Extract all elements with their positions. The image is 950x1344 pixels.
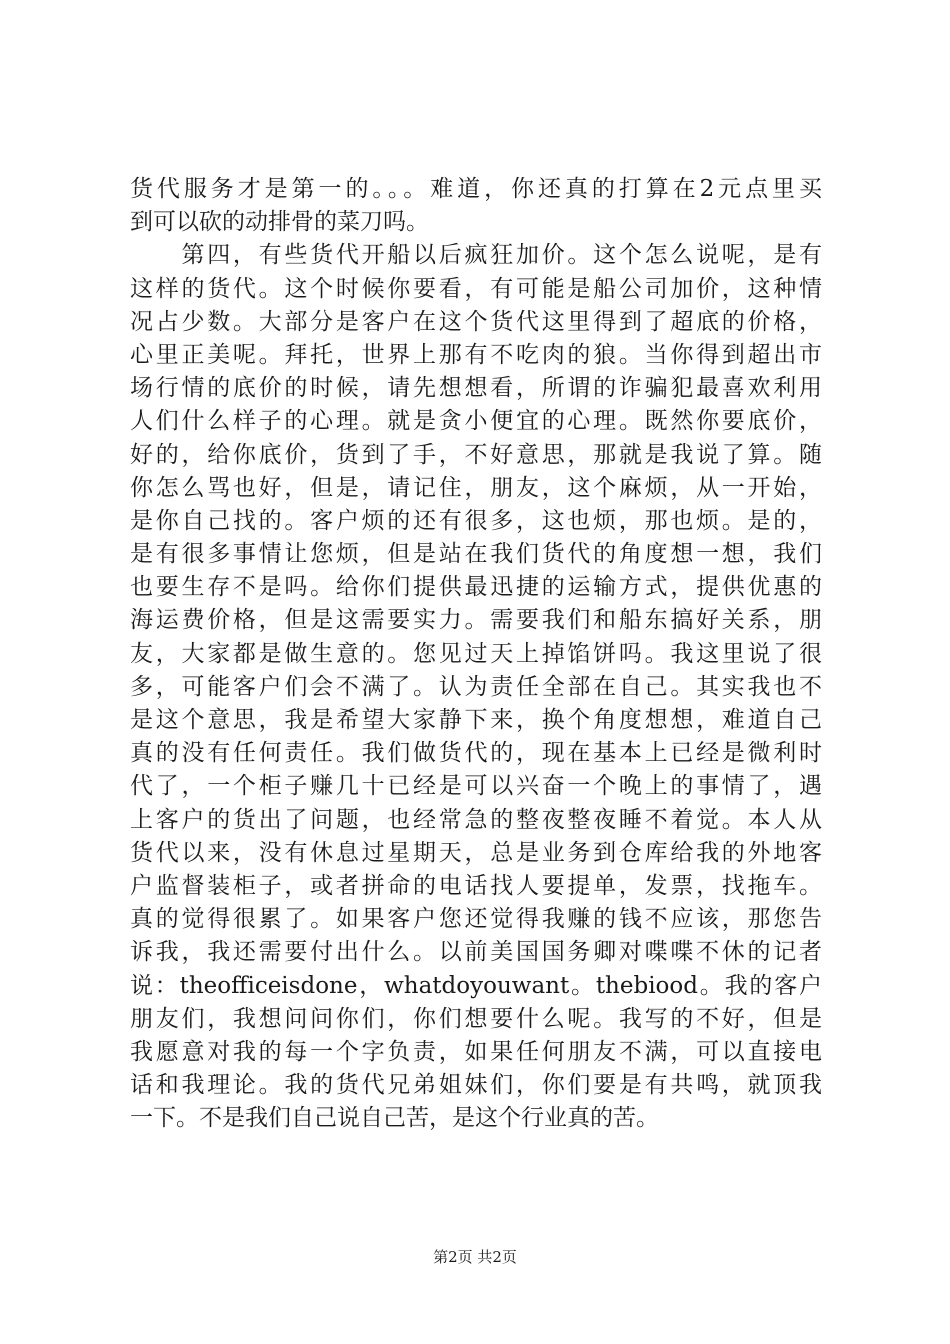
text-line: 好的，给你底价，货到了手，不好意思，那就是我说了算。随 bbox=[130, 441, 822, 468]
text-line: 是这个意思，我是希望大家静下来，换个角度想想，难道自己 bbox=[130, 707, 822, 733]
text-line: 真的觉得很累了。如果客户您还觉得我赚的钱不应该，那您告 bbox=[130, 906, 822, 933]
text-line: 是你自己找的。客户烦的还有很多，这也烦，那也烦。是的， bbox=[130, 507, 822, 534]
page-footer: 第2页 共2页 bbox=[433, 1248, 517, 1266]
text-line: 货代以来，没有休息过星期天，总是业务到仓库给我的外地客 bbox=[130, 839, 822, 866]
text-line: 户监督装柜子，或者拼命的电话找人要提单，发票，找拖车。 bbox=[130, 872, 822, 899]
text-line: 到可以砍的动排骨的菜刀吗。 bbox=[130, 209, 429, 236]
text-line: 我愿意对我的每一个字负责，如果任何朋友不满，可以直接电 bbox=[130, 1038, 822, 1065]
text-line: 货代服务才是第一的。。。难道，你还真的打算在2元点里买 bbox=[130, 176, 822, 202]
text-line: 多，可能客户们会不满了。认为责任全部在自己。其实我也不 bbox=[130, 673, 822, 700]
text-line: 海运费价格，但是这需要实力。需要我们和船东搞好关系，朋 bbox=[130, 607, 822, 634]
text-line: 人们什么样子的心理。就是贪小便宜的心理。既然你要底价， bbox=[130, 408, 822, 435]
text-line: 诉我，我还需要付出什么。以前美国国务卿对喋喋不休的记者 bbox=[130, 939, 822, 966]
text-line: 况占少数。大部分是客户在这个货代这里得到了超底的价格， bbox=[130, 308, 822, 335]
text-line: 友，大家都是做生意的。您见过天上掉馅饼吗。我这里说了很 bbox=[130, 640, 822, 667]
text-line: 这样的货代。这个时候你要看，有可能是船公司加价，这种情 bbox=[130, 275, 822, 302]
text-line: 也要生存不是吗。给你们提供最迅捷的运输方式，提供优惠的 bbox=[130, 574, 822, 601]
text-line: 上客户的货出了问题，也经常急的整夜整夜睡不着觉。本人从 bbox=[130, 806, 822, 833]
text-line: 说：theofficeisdone，whatdoyouwant。thebiood。我的客户 bbox=[130, 972, 822, 999]
text-line: 真的没有任何责任。我们做货代的，现在基本上已经是微利时 bbox=[130, 740, 822, 767]
text-line: 朋友们，我想问问你们，你们想要什么呢。我写的不好，但是 bbox=[130, 1005, 822, 1032]
body-text bbox=[130, 173, 822, 1135]
text-line: 代了，一个柜子赚几十已经是可以兴奋一个晚上的事情了，遇 bbox=[130, 773, 822, 800]
text-line: 一下。不是我们自己说自己苦，是这个行业真的苦。 bbox=[130, 1105, 659, 1132]
text-line: 心里正美呢。拜托，世界上那有不吃肉的狼。当你得到超出市 bbox=[130, 341, 822, 368]
text-line: 是有很多事情让您烦，但是站在我们货代的角度想一想，我们 bbox=[130, 541, 822, 568]
text-line: 你怎么骂也好，但是，请记住，朋友，这个麻烦，从一开始， bbox=[130, 474, 822, 501]
text-line: 话和我理论。我的货代兄弟姐妹们，你们要是有共鸣，就顶我 bbox=[130, 1072, 822, 1099]
text-line: 第四，有些货代开船以后疯狂加价。这个怎么说呢，是有 bbox=[130, 242, 822, 269]
text-line: 场行情的底价的时候，请先想想看，所谓的诈骗犯最喜欢利用 bbox=[130, 375, 822, 402]
